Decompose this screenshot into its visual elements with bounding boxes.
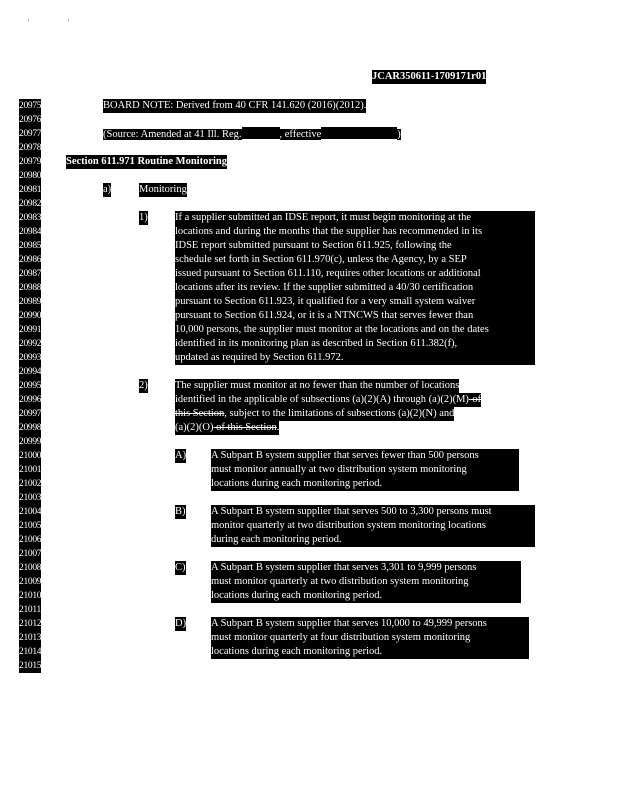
- line-number: 20995: [19, 381, 42, 391]
- item-2-line: [175, 407, 454, 421]
- line-number: 21015: [19, 661, 42, 671]
- item-2-text: [175, 379, 535, 435]
- line-number: 20985: [19, 241, 42, 251]
- line-number: 20983: [19, 213, 42, 223]
- line-number: 21011: [19, 605, 41, 615]
- line-number: 20999: [19, 437, 42, 447]
- item-1-line: pursuant to Section 611.924, or it is a NTNCWS that serves fewer than: [175, 309, 535, 323]
- line-number: 20992: [19, 339, 42, 349]
- redaction-bar: [321, 127, 397, 139]
- source-prefix: (Source: Amended at 41 Ill. Reg.: [103, 129, 242, 140]
- source-suffix: ): [397, 129, 401, 140]
- line-number: 20997: [19, 409, 42, 419]
- item-1-line: issued pursuant to Section 611.110, requires other locations or additional: [175, 267, 535, 281]
- line-number: 20988: [19, 283, 42, 293]
- item-2-text-normal: (a)(2)(O): [175, 422, 214, 433]
- subitem-line: locations during each monitoring period.: [211, 589, 521, 603]
- item-1-line: locations after its review. If the supplier submitted a 40/30 certification: [175, 281, 535, 295]
- line-number: 21012: [19, 619, 42, 629]
- line-number: 21010: [19, 591, 42, 601]
- item-2-text-normal: identified in the applicable of subsections (a)(2)(A) through (a)(2)(M): [175, 394, 469, 405]
- line-number-column: [19, 99, 41, 673]
- item-1-label: 1): [139, 212, 148, 223]
- item-2-deleted-text: of this Section: [213, 422, 277, 433]
- subitem-line: locations during each monitoring period.: [211, 477, 519, 491]
- subitem-line: must monitor quarterly at four distribution system monitoring: [211, 631, 529, 645]
- section-title: Section 611.971 Routine Monitoring: [66, 156, 228, 167]
- item-1-line: schedule set forth in Section 611.970(c), unless the Agency, by a SEP: [175, 253, 535, 267]
- item-1-line: updated as required by Section 611.972.: [175, 351, 535, 365]
- source-line: [103, 127, 401, 142]
- subitem-line: must monitor quarterly at two distribution system monitoring: [211, 575, 521, 589]
- line-number: 21008: [19, 563, 42, 573]
- item-2-text-normal: , subject to the limitations of subsections (a)(2)(N) and: [224, 408, 455, 419]
- subitem-c-text: [211, 561, 521, 603]
- scan-marks: ' ': [28, 18, 87, 27]
- line-number: 21003: [19, 493, 42, 503]
- line-number: 21001: [19, 465, 42, 475]
- line-number: 21000: [19, 451, 42, 461]
- subitem-b-text: [211, 505, 535, 547]
- line-number: 20987: [19, 269, 42, 279]
- item-2-line: The supplier must monitor at no fewer than the number of locations: [175, 380, 460, 391]
- subsection-a-title: Monitoring: [139, 184, 187, 195]
- redaction-bar: [242, 127, 280, 139]
- item-2-text-normal: .: [276, 422, 280, 433]
- header-code: JCAR350611-1709171r01: [372, 71, 487, 82]
- item-1-line: 10,000 persons, the supplier must monitor at the locations and on the dates: [175, 323, 535, 337]
- subitem-line: during each monitoring period.: [211, 533, 535, 547]
- subitem-d-text: [211, 617, 529, 659]
- line-number: 20984: [19, 227, 42, 237]
- line-number: 21006: [19, 535, 42, 545]
- line-number: 21013: [19, 633, 42, 643]
- subitem-line: A Subpart B system supplier that serves 10,000 to 49,999 persons: [211, 617, 529, 631]
- subsection-a-label: a): [103, 184, 112, 195]
- item-2-label: 2): [139, 380, 148, 391]
- item-1-line: If a supplier submitted an IDSE report, it must begin monitoring at the: [175, 211, 535, 225]
- line-number: 20975: [19, 101, 42, 111]
- line-number: 21005: [19, 521, 42, 531]
- line-number: 20993: [19, 353, 42, 363]
- line-number: 20989: [19, 297, 42, 307]
- line-number: 20979: [19, 157, 42, 167]
- item-2-line: [175, 393, 481, 407]
- subitem-line: A Subpart B system supplier that serves 3,301 to 9,999 persons: [211, 561, 521, 575]
- line-number: 20982: [19, 199, 42, 209]
- subitem-c-label: C): [175, 562, 186, 573]
- line-number: 20981: [19, 185, 42, 195]
- board-note: BOARD NOTE: Derived from 40 CFR 141.620 (2016)(2012).: [103, 100, 367, 111]
- subitem-line: must monitor annually at two distribution system monitoring: [211, 463, 519, 477]
- item-1-text: [175, 211, 535, 365]
- item-2-deleted-text: -of: [468, 394, 482, 405]
- line-number: 21002: [19, 479, 42, 489]
- line-number: 20998: [19, 423, 42, 433]
- item-1-line: pursuant to Section 611.923, it qualified for a very small system waiver: [175, 295, 535, 309]
- line-number: 20980: [19, 171, 42, 181]
- subitem-line: locations during each monitoring period.: [211, 645, 529, 659]
- line-number: 20977: [19, 129, 42, 139]
- subitem-line: monitor quarterly at two distribution system monitoring locations: [211, 519, 535, 533]
- line-number: 20996: [19, 395, 42, 405]
- item-1-line: locations and during the months that the supplier has recommended in its: [175, 225, 535, 239]
- subitem-d-label: D): [175, 618, 187, 629]
- line-number: 20976: [19, 115, 42, 125]
- subitem-line: A Subpart B system supplier that serves fewer than 500 persons: [211, 449, 519, 463]
- line-number: 20991: [19, 325, 42, 335]
- line-number: 21014: [19, 647, 42, 657]
- subitem-a-label: A): [175, 450, 187, 461]
- line-number: 20994: [19, 367, 42, 377]
- item-1-line: IDSE report submitted pursuant to Section 611.925, following the: [175, 239, 535, 253]
- line-number: 21009: [19, 577, 42, 587]
- item-1-line: identified in its monitoring plan as described in Section 611.382(f),: [175, 337, 535, 351]
- subitem-a-text: [211, 449, 519, 491]
- line-number: 20990: [19, 311, 42, 321]
- line-number: 21007: [19, 549, 42, 559]
- item-2-line: [175, 421, 279, 435]
- subitem-line: A Subpart B system supplier that serves 500 to 3,300 persons must: [211, 505, 535, 519]
- line-number: 21004: [19, 507, 42, 517]
- subitem-b-label: B): [175, 506, 186, 517]
- source-effective: , effective: [279, 129, 322, 140]
- line-number: 20978: [19, 143, 42, 153]
- item-2-deleted-text: this Section: [175, 408, 225, 419]
- line-number: 20986: [19, 255, 42, 265]
